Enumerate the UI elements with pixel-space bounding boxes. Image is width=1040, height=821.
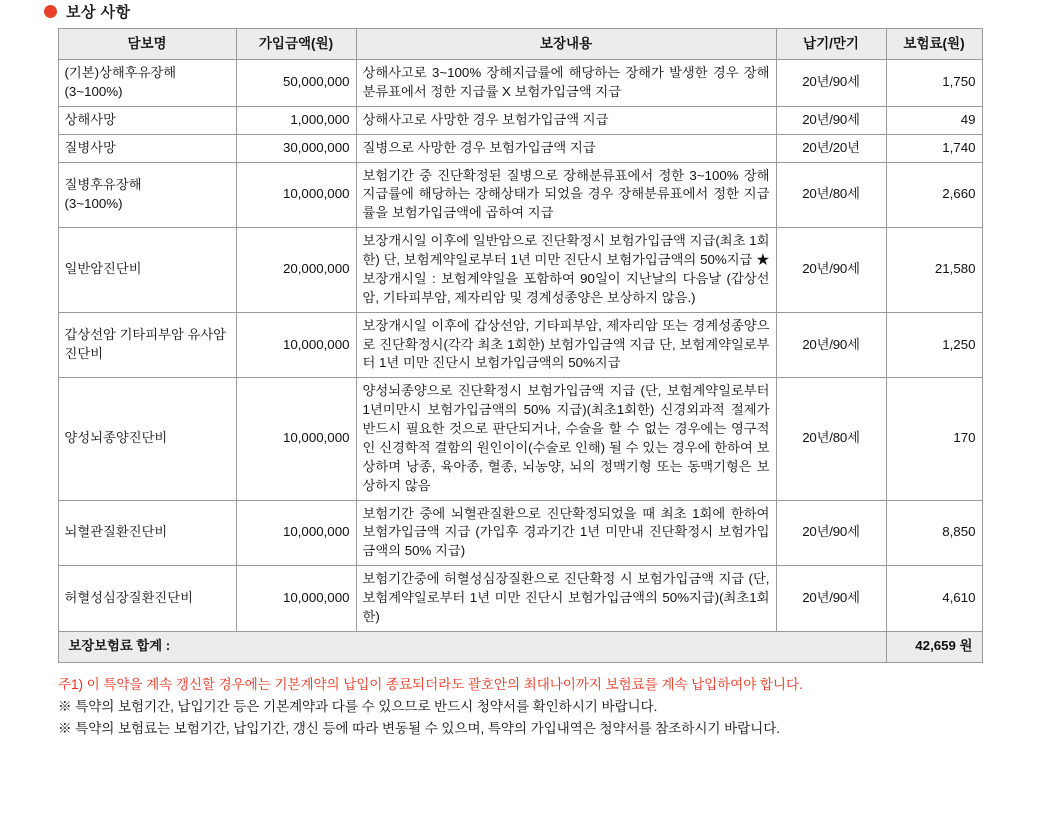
cell-desc: 보험기간 중 진단확정된 질병으로 장해분류표에서 정한 3~100% 장해 지급률에 해당하는 장해상태가 되었을 경우 장해분류표에서 정한 지급률을 보험가입금액에 곱하여 지급 (356, 162, 776, 228)
cell-amount: 1,000,000 (236, 106, 356, 134)
cell-amount: 10,000,000 (236, 566, 356, 632)
table-body (58, 60, 982, 663)
cell-premium: 8,850 (886, 500, 982, 566)
cell-term: 20년/90세 (776, 312, 886, 378)
cell-amount: 30,000,000 (236, 134, 356, 162)
column-header-desc: 보장내용 (356, 29, 776, 60)
coverage-table (58, 28, 983, 663)
table-row (58, 566, 982, 632)
cell-desc: 상해사고로 3~100% 장해지급률에 해당하는 장해가 발생한 경우 장해분류표에서 정한 지급률 X 보험가입금액 지급 (356, 60, 776, 107)
cell-term: 20년/90세 (776, 228, 886, 313)
cell-desc: 보험기간중에 허혈성심장질환으로 진단확정 시 보험가입금액 지급 (단, 보험계약일로부터 1년 미만 진단시 보험가입금액의 50%지급)(최초1회한) (356, 566, 776, 632)
cell-amount: 10,000,000 (236, 312, 356, 378)
page-title: 보상 사항 (66, 3, 131, 21)
table-row (58, 500, 982, 566)
cell-name: 갑상선암 기타피부암 유사암진단비 (58, 312, 236, 378)
total-label: 보장보험료 합계 : (58, 631, 886, 662)
cell-name: 뇌혈관질환진단비 (58, 500, 236, 566)
cell-amount: 10,000,000 (236, 162, 356, 228)
cell-name: 양성뇌종양진단비 (58, 378, 236, 500)
cell-amount: 50,000,000 (236, 60, 356, 107)
column-header-name: 담보명 (58, 29, 236, 60)
cell-term: 20년/90세 (776, 500, 886, 566)
note-renewal: 주1) 이 특약을 계속 갱신할 경우에는 기본계약의 납입이 종료되더라도 괄호안의 최대나이까지 보험료를 계속 납입하여야 합니다. (58, 676, 803, 692)
cell-amount: 20,000,000 (236, 228, 356, 313)
cell-amount: 10,000,000 (236, 500, 356, 566)
cell-desc: 보장개시일 이후에 일반암으로 진단확정시 보험가입금액 지급(최초 1회한) 단, 보험계약일로부터 1년 미만 진단시 보험가입금액의 50%지급 ★보장개시일 : 보험계약일을 포함하여 90일이 지난날의 다음날 (갑상선암, 기타피부암, 제자리암 및 경계성종양은 보상하지 않음.) (356, 228, 776, 313)
cell-premium: 2,660 (886, 162, 982, 228)
cell-premium: 1,250 (886, 312, 982, 378)
cell-premium: 49 (886, 106, 982, 134)
table-row (58, 378, 982, 500)
note-period: ※ 특약의 보험기간, 납입기간 등은 기본계약과 다를 수 있으므로 반드시 청약서를 확인하시기 바랍니다. (58, 698, 658, 714)
cell-desc: 질병으로 사망한 경우 보험가입금액 지급 (356, 134, 776, 162)
bullet-icon (44, 5, 57, 18)
column-header-premium: 보험료(원) (886, 29, 982, 60)
cell-premium: 21,580 (886, 228, 982, 313)
cell-name: 질병사망 (58, 134, 236, 162)
cell-name: 허혈성심장질환진단비 (58, 566, 236, 632)
cell-amount: 10,000,000 (236, 378, 356, 500)
cell-premium: 1,740 (886, 134, 982, 162)
cell-desc: 보장개시일 이후에 갑상선암, 기타피부암, 제자리암 또는 경계성종양으로 진단확정시(각각 최초 1회한) 보험가입금액 지급 단, 보험계약일로부터 1년 미만 진단시 보험가입금액의 50%지급 (356, 312, 776, 378)
notes-section (58, 674, 982, 740)
table-row (58, 134, 982, 162)
cell-name: 상해사망 (58, 106, 236, 134)
cell-name: (기본)상해후유장해 (3~100%) (58, 60, 236, 107)
cell-desc: 상해사고로 사망한 경우 보험가입금액 지급 (356, 106, 776, 134)
column-header-term: 납기/만기 (776, 29, 886, 60)
table-row (58, 162, 982, 228)
cell-premium: 1,750 (886, 60, 982, 107)
cell-term: 20년/90세 (776, 106, 886, 134)
cell-desc: 양성뇌종양으로 진단확정시 보험가입금액 지급 (단, 보험계약일로부터 1년미만시 보험가입금액의 50% 지급)(최초1회한) 신경외과적 절제가 반드시 필요한 것으로 판단되거나, 수술을 할 수 없는 경우에는 영구적인 신경학적 결함의 원인이이(수술로 인해) 될 수 있는 경우에 한하여 보상하며 낭종, 육아종, 혈종, 뇌농양, 뇌의 정맥기형 또는 동맥기형은 보상하지 않음 (356, 378, 776, 500)
cell-name: 일반암진단비 (58, 228, 236, 313)
cell-premium: 4,610 (886, 566, 982, 632)
cell-term: 20년/80세 (776, 378, 886, 500)
cell-desc: 보험기간 중에 뇌혈관질환으로 진단확정되었을 때 최초 1회에 한하여 보험가입금액 지급 (가입후 경과기간 1년 미만내 진단확정시 보험가입금액의 50% 지급) (356, 500, 776, 566)
column-header-amount: 가입금액(원) (236, 29, 356, 60)
cell-term: 20년/90세 (776, 60, 886, 107)
cell-term: 20년/20년 (776, 134, 886, 162)
table-row (58, 228, 982, 313)
total-value: 42,659 원 (886, 631, 982, 662)
table-row (58, 60, 982, 107)
total-row (58, 631, 982, 662)
cell-term: 20년/90세 (776, 566, 886, 632)
table-row (58, 106, 982, 134)
cell-premium: 170 (886, 378, 982, 500)
table-header-row (58, 29, 982, 60)
right-gutter (1026, 0, 1040, 821)
section-header (44, 0, 1018, 22)
cell-name: 질병후유장해 (3~100%) (58, 162, 236, 228)
note-premium-change: ※ 특약의 보험료는 보험기간, 납입기간, 갱신 등에 따라 변동될 수 있으며, 특약의 가입내역은 청약서를 참조하시기 바랍니다. (58, 720, 780, 736)
cell-term: 20년/80세 (776, 162, 886, 228)
table-row (58, 312, 982, 378)
